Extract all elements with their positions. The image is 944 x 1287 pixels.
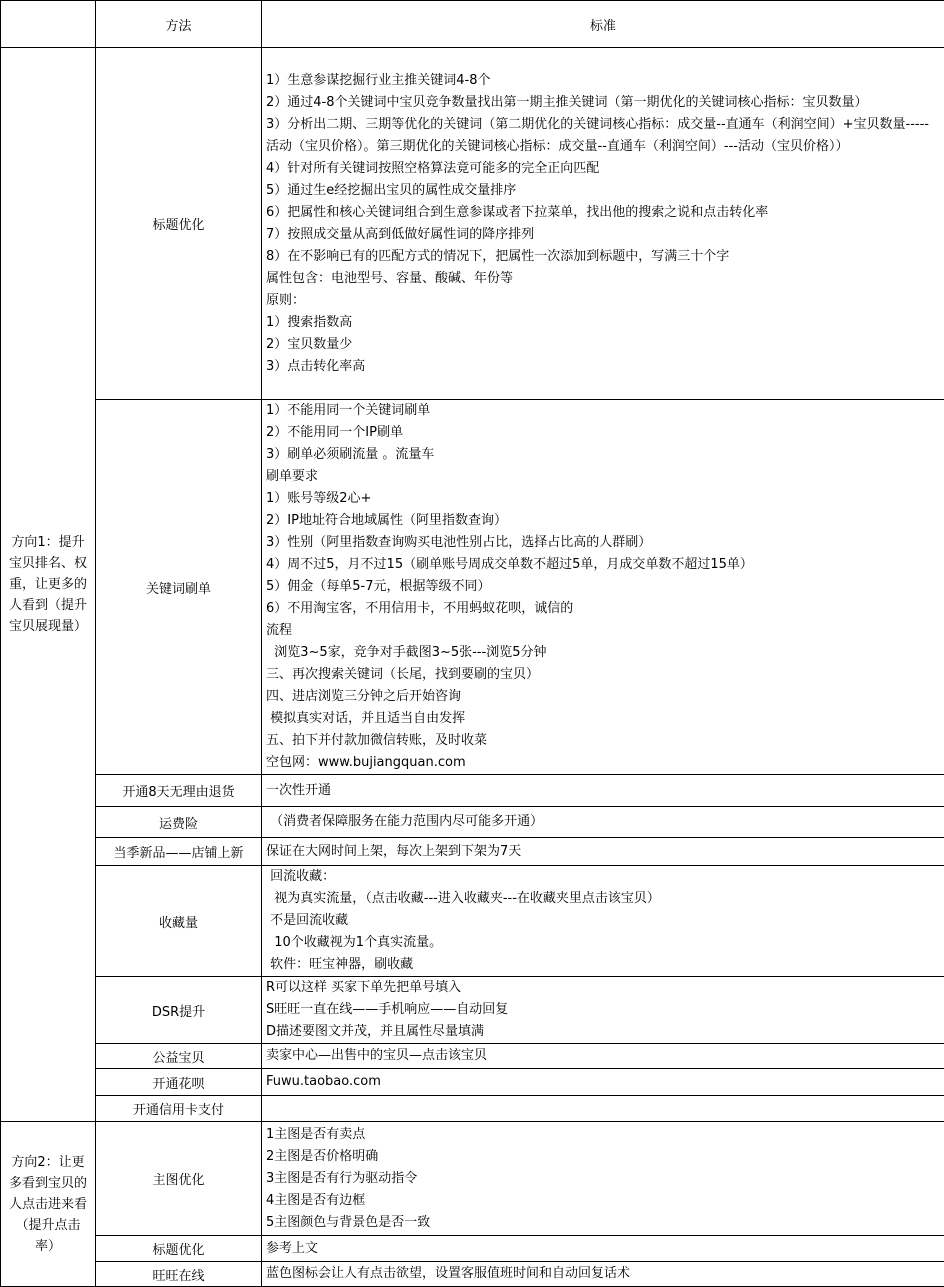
standard-line: 3）性别（阿里指数查询购买电池性别占比，选择占比高的人群刷） xyxy=(266,532,940,554)
direction-cell: 方向2：让更多看到宝贝的人点击进来看（提升点击率） xyxy=(1,1122,96,1287)
method-cell: 标题优化 xyxy=(96,1236,262,1262)
standard-line: 4）针对所有关键词按照空格算法竟可能多的完全正向匹配 xyxy=(266,158,940,180)
standard-line: 参考上文 xyxy=(266,1238,940,1260)
table-row xyxy=(1,838,944,866)
standard-line: 卖家中心—出售中的宝贝—点击该宝贝 xyxy=(266,1045,940,1067)
standard-line: 3）分析出二期、三期等优化的关键词（第二期优化的关键词核心指标：成交量--直通车（利润空间）+宝贝数量-----活动（宝贝价格）。第三期优化的关键词核心指标：成交量--直通车（利润空间）---活动（宝贝价格）） xyxy=(266,114,940,158)
standard-line: 回流收藏： xyxy=(266,866,940,888)
method-cell: 开通8天无理由退货 xyxy=(96,775,262,807)
standard-line: 1）搜索指数高 xyxy=(266,312,940,334)
standard-cell xyxy=(262,775,944,807)
standard-line: 1）不能用同一个关键词刷单 xyxy=(266,400,940,422)
table-row xyxy=(1,1122,944,1236)
standard-line: 6）把属性和核心关键词组合到生意参谋或者下拉菜单，找出他的搜索之说和点击转化率 xyxy=(266,202,940,224)
standard-line: 视为真实流量，（点击收藏---进入收藏夹---在收藏夹里点击该宝贝） xyxy=(266,888,940,910)
table-row xyxy=(1,1069,944,1096)
standard-line: 刷单要求 xyxy=(266,466,940,488)
standard-line: 1）生意参谋挖掘行业主推关键词4-8个 xyxy=(266,70,940,92)
standard-line: 4）周不过5，月不过15（刷单账号周成交单数不超过5单，月成交单数不超过15单） xyxy=(266,554,940,576)
table-row xyxy=(1,775,944,807)
standard-cell xyxy=(262,1096,944,1122)
standard-line: 不是回流收藏 xyxy=(266,910,940,932)
method-cell: 主图优化 xyxy=(96,1122,262,1236)
method-cell: 公益宝贝 xyxy=(96,1044,262,1069)
standard-line: 10个收藏视为1个真实流量。 xyxy=(266,932,940,954)
standard-line: 5）佣金（每单5-7元，根据等级不同） xyxy=(266,576,940,598)
method-cell: 标题优化 xyxy=(96,48,262,400)
standard-line: R可以这样 买家下单先把单号填入 xyxy=(266,977,940,999)
standard-line: 7）按照成交量从高到低做好属性词的降序排列 xyxy=(266,224,940,246)
standard-line: 1）账号等级2心+ xyxy=(266,488,940,510)
method-cell: 收藏量 xyxy=(96,866,262,977)
standard-cell xyxy=(262,977,944,1044)
standard-line: 5主图颜色与背景色是否一致 xyxy=(266,1212,940,1234)
standard-line: Fuwu.taobao.com xyxy=(266,1071,940,1093)
header-empty-cell xyxy=(1,1,96,48)
standard-cell xyxy=(262,1236,944,1262)
standard-line: S旺旺一直在线——手机响应——自动回复 xyxy=(266,999,940,1021)
standard-line: 2）不能用同一个IP刷单 xyxy=(266,422,940,444)
standard-line: 2主图是否价格明确 xyxy=(266,1146,940,1168)
standard-line: 空包网：www.bujiangquan.com xyxy=(266,752,940,774)
standard-line: 2）宝贝数量少 xyxy=(266,334,940,356)
standard-cell xyxy=(262,1262,944,1287)
standard-line: 3）点击转化率高 xyxy=(266,356,940,378)
standard-cell xyxy=(262,400,944,775)
standard-cell xyxy=(262,1044,944,1069)
standard-line: D描述要图文并茂，并且属性尽量填满 xyxy=(266,1021,940,1043)
standard-line: 保证在大网时间上架，每次上架到下架为7天 xyxy=(266,841,940,863)
header-method: 方法 xyxy=(96,1,262,48)
standard-line: 2）通过4-8个关键词中宝贝竞争数量找出第一期主推关键词（第一期优化的关键词核心指标：宝贝数量） xyxy=(266,92,940,114)
standard-line: 1主图是否有卖点 xyxy=(266,1124,940,1146)
table-row xyxy=(1,1236,944,1262)
method-cell: DSR提升 xyxy=(96,977,262,1044)
header-standard: 标准 xyxy=(262,1,944,48)
standard-cell xyxy=(262,838,944,866)
table-row xyxy=(1,1096,944,1122)
method-cell: 当季新品——店铺上新 xyxy=(96,838,262,866)
standard-line: 5）通过生e经挖掘出宝贝的属性成交量排序 xyxy=(266,180,940,202)
table-row xyxy=(1,400,944,775)
standard-line: （消费者保障服务在能力范围内尽可能多开通） xyxy=(266,811,940,833)
standard-line: 四、进店浏览三分钟之后开始咨询 xyxy=(266,686,940,708)
table-row xyxy=(1,866,944,977)
standard-cell xyxy=(262,866,944,977)
standard-line: 8）在不影响已有的匹配方式的情况下，把属性一次添加到标题中，写满三十个字 xyxy=(266,246,940,268)
standard-line: 原则： xyxy=(266,290,940,312)
table-row xyxy=(1,1262,944,1287)
method-cell: 关键词刷单 xyxy=(96,400,262,775)
standard-line: 浏览3~5家，竞争对手截图3~5张---浏览5分钟 xyxy=(266,642,940,664)
header-row xyxy=(1,1,944,48)
standard-cell xyxy=(262,1069,944,1096)
standard-cell xyxy=(262,48,944,400)
method-cell: 开通信用卡支付 xyxy=(96,1096,262,1122)
standard-cell xyxy=(262,1122,944,1236)
method-cell: 旺旺在线 xyxy=(96,1262,262,1287)
standard-line: 3）刷单必须刷流量 。流量车 xyxy=(266,444,940,466)
standard-line: 6）不用淘宝客，不用信用卡，不用蚂蚁花呗，诚信的 xyxy=(266,598,940,620)
standard-line: 模拟真实对话，并且适当自由发挥 xyxy=(266,708,940,730)
standard-line: 蓝色图标会让人有点击欲望，设置客服值班时间和自动回复话术 xyxy=(266,1263,940,1285)
table-row xyxy=(1,48,944,400)
standard-line: 一次性开通 xyxy=(266,780,940,802)
standard-line: 3主图是否有行为驱动指令 xyxy=(266,1168,940,1190)
standard-line: 流程 xyxy=(266,620,940,642)
standard-line: 2）IP地址符合地域属性（阿里指数查询） xyxy=(266,510,940,532)
table-row xyxy=(1,1044,944,1069)
standard-line: 4主图是否有边框 xyxy=(266,1190,940,1212)
standard-cell xyxy=(262,807,944,838)
standard-line: 三、再次搜索关键词（长尾，找到要刷的宝贝） xyxy=(266,664,940,686)
table-row xyxy=(1,807,944,838)
standard-line: 属性包含：电池型号、容量、酸碱、年份等 xyxy=(266,268,940,290)
direction-cell: 方向1：提升宝贝排名、权重，让更多的人看到（提升宝贝展现量） xyxy=(1,48,96,1122)
table-row xyxy=(1,977,944,1044)
standard-line: 五、拍下并付款加微信转账，及时收菜 xyxy=(266,730,940,752)
method-cell: 开通花呗 xyxy=(96,1069,262,1096)
standard-line: 软件：旺宝神器，刷收藏 xyxy=(266,954,940,976)
method-cell: 运费险 xyxy=(96,807,262,838)
